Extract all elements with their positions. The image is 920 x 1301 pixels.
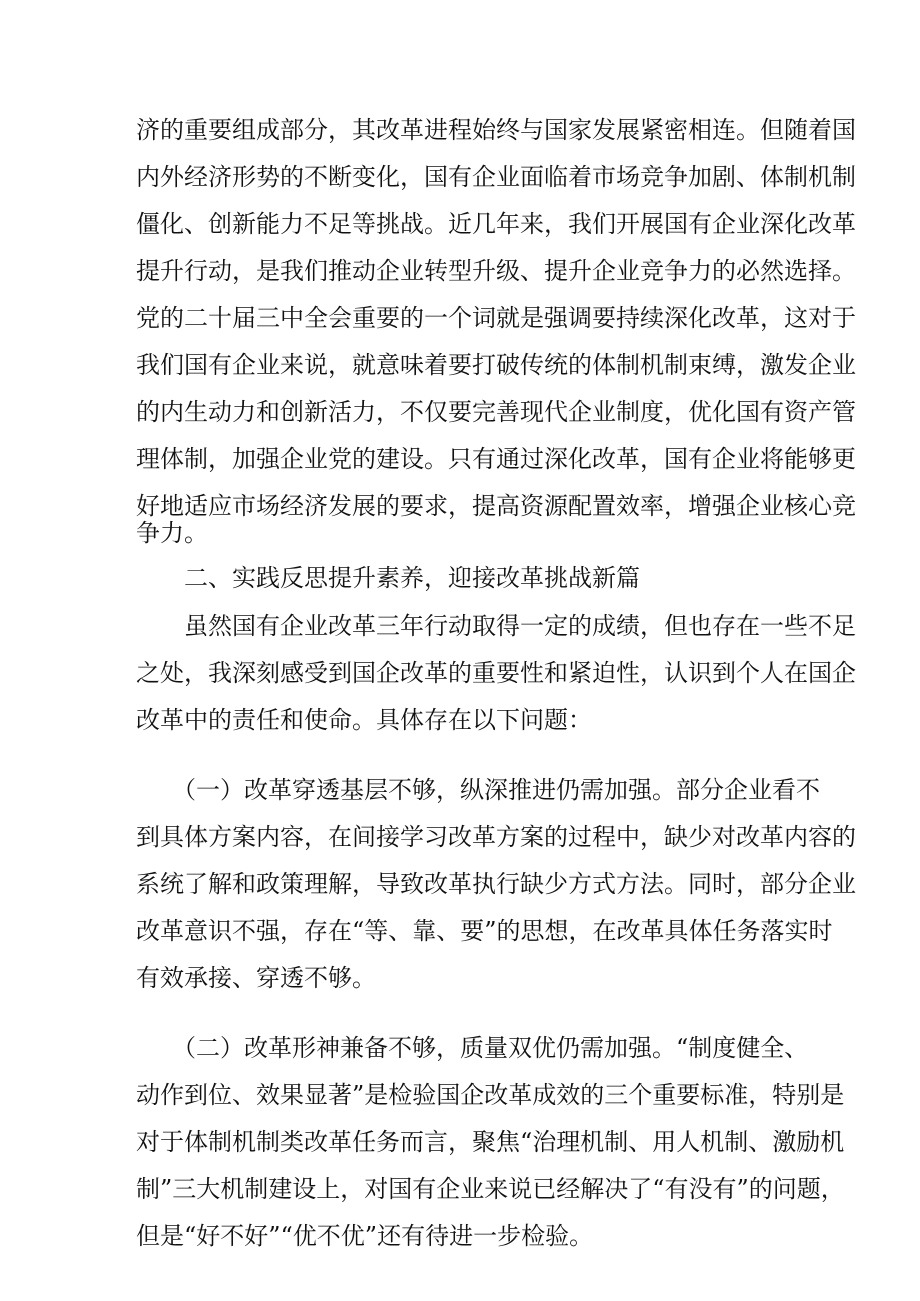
text-line: 之处，我深刻感受到国企改革的重要性和紧迫性，认识到个人在国企: [136, 659, 856, 687]
text-line: 争力。: [136, 519, 208, 547]
text-line: 的内生动力和创新活力，不仅要完善现代企业制度，优化国有资产管: [136, 398, 856, 426]
text-line: 内外经济形势的不断变化，国有企业面临着市场竞争加剧、体制机制: [136, 163, 856, 191]
text-line: （二）改革形神兼备不够，质量双优仍需加强。“制度健全、: [136, 1034, 809, 1062]
text-line: 党的二十届三中全会重要的一个词就是强调要持续深化改革，这对于: [136, 304, 856, 332]
text-line: 好地适应市场经济发展的要求，提高资源配置效率，增强企业核心竞: [136, 492, 856, 520]
text-line: 济的重要组成部分，其改革进程始终与国家发展紧密相连。但随着国: [136, 116, 856, 144]
text-line: 对于体制机制类改革任务而言，聚焦“治理机制、用人机制、激励机: [136, 1128, 845, 1156]
text-line: 理体制，加强企业党的建设。只有通过深化改革，国有企业将能够更: [136, 445, 856, 473]
text-line: 动作到位、效果显著”是检验国企改革成效的三个重要标准，特别是: [136, 1081, 845, 1109]
text-line: 僵化、创新能力不足等挑战。近几年来，我们开展国有企业深化改革: [136, 210, 856, 238]
text-line: 虽然国有企业改革三年行动取得一定的成绩，但也存在一些不足: [136, 612, 856, 640]
text-line: 改革中的责任和使命。具体存在以下问题：: [136, 706, 592, 734]
text-line: 但是“好不好”“优不优”还有待进一步检验。: [136, 1222, 594, 1250]
text-line: （一）改革穿透基层不够，纵深推进仍需加强。部分企业看不: [136, 776, 820, 804]
section-heading: 二、实践反思提升素养，迎接改革挑战新篇: [184, 564, 640, 592]
text-line: 改革意识不强，存在“等、靠、要”的思想，在改革具体任务落实时: [136, 917, 833, 945]
text-line: 我们国有企业来说，就意味着要打破传统的体制机制束缚，激发企业: [136, 351, 856, 379]
text-line: 有效承接、穿透不够。: [136, 964, 376, 992]
text-line: 系统了解和政策理解，导致改革执行缺少方式方法。同时，部分企业: [136, 870, 856, 898]
text-line: 到具体方案内容，在间接学习改革方案的过程中，缺少对改革内容的: [136, 823, 856, 851]
text-line: 制”三大机制建设上，对国有企业来说已经解决了“有没有”的问题，: [136, 1175, 845, 1203]
text-line: 提升行动，是我们推动企业转型升级、提升企业竞争力的必然选择。: [136, 257, 856, 285]
